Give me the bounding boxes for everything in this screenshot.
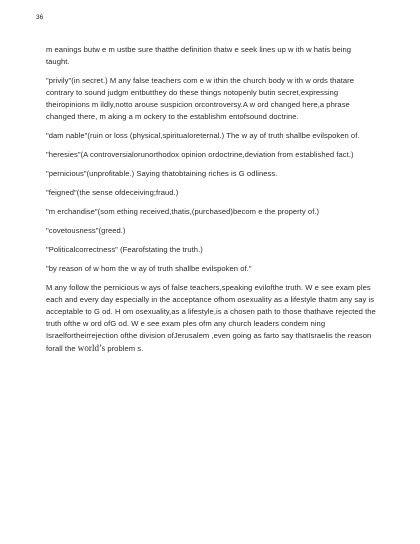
paragraph-merchandise: "m erchandise"(som ething received,thatis,(purchased)becom e the property of.) (46, 207, 320, 216)
final-tail: problem s. (105, 344, 144, 353)
paragraph-privily: "privily"(in secret.) M any false teachers com e w ithin the church body w ith w ords thatare contrary to sound judgm entbutthey do these things notopenly butin secret,expressing theiropinions m ildly,notto arouse suspicion orcontroversy.A w ord changed here,a phrase changed there, m aking a m ockery to the establishm entofsound doctrine. (46, 76, 355, 121)
paragraph-feigned: "feigned"(the sense ofdeceiving;fraud.) (46, 188, 179, 197)
body-text (46, 44, 376, 362)
paragraph-1: m eanings butw e m ustbe sure thatthe definition thatw e seek lines up w ith w hatis being taught. (46, 45, 352, 66)
paragraph-by-reason: "by reason of w hom the w ay of truth shallbe evilspoken of." (46, 264, 252, 273)
paragraph-final (46, 282, 376, 355)
final-text: M any follow the pernicious w ays of false teachers,speaking evilofthe truth. W e see exam ples each and every day especially in the acceptance ofhom osexuality as a lifestyle thatm any say is acceptable to G od. H om osexuality,as a lifestyle,is a chosen path to those thathave rejected the truth ofthe w ord ofG od. W e see exam ples ofm any church leaders condem ning Israelfortheirrejection ofthe division ofJerusalem ,even going as farto say thatIsraelis the reason forall the (46, 283, 376, 353)
final-serif-word: world’s (77, 343, 106, 353)
paragraph-pernicious: "pernicious"(unprofitable.) Saying thatobtaining riches is G odliness. (46, 169, 278, 178)
page-number: 36 (36, 14, 44, 21)
paragraph-heresies: "heresies"(A controversialorunorthodox opinion ordoctrine,deviation from established fact.) (46, 150, 354, 159)
paragraph-covetousness: "covetousness"(greed.) (46, 226, 126, 235)
paragraph-political-correctness: "Politicalcorrectness" (Fearofstating the truth.) (46, 245, 203, 254)
paragraph-damnable: "dam nable"(ruin or loss (physical,spiritualoreternal.) The w ay of truth shallbe evilspoken of. (46, 131, 360, 140)
